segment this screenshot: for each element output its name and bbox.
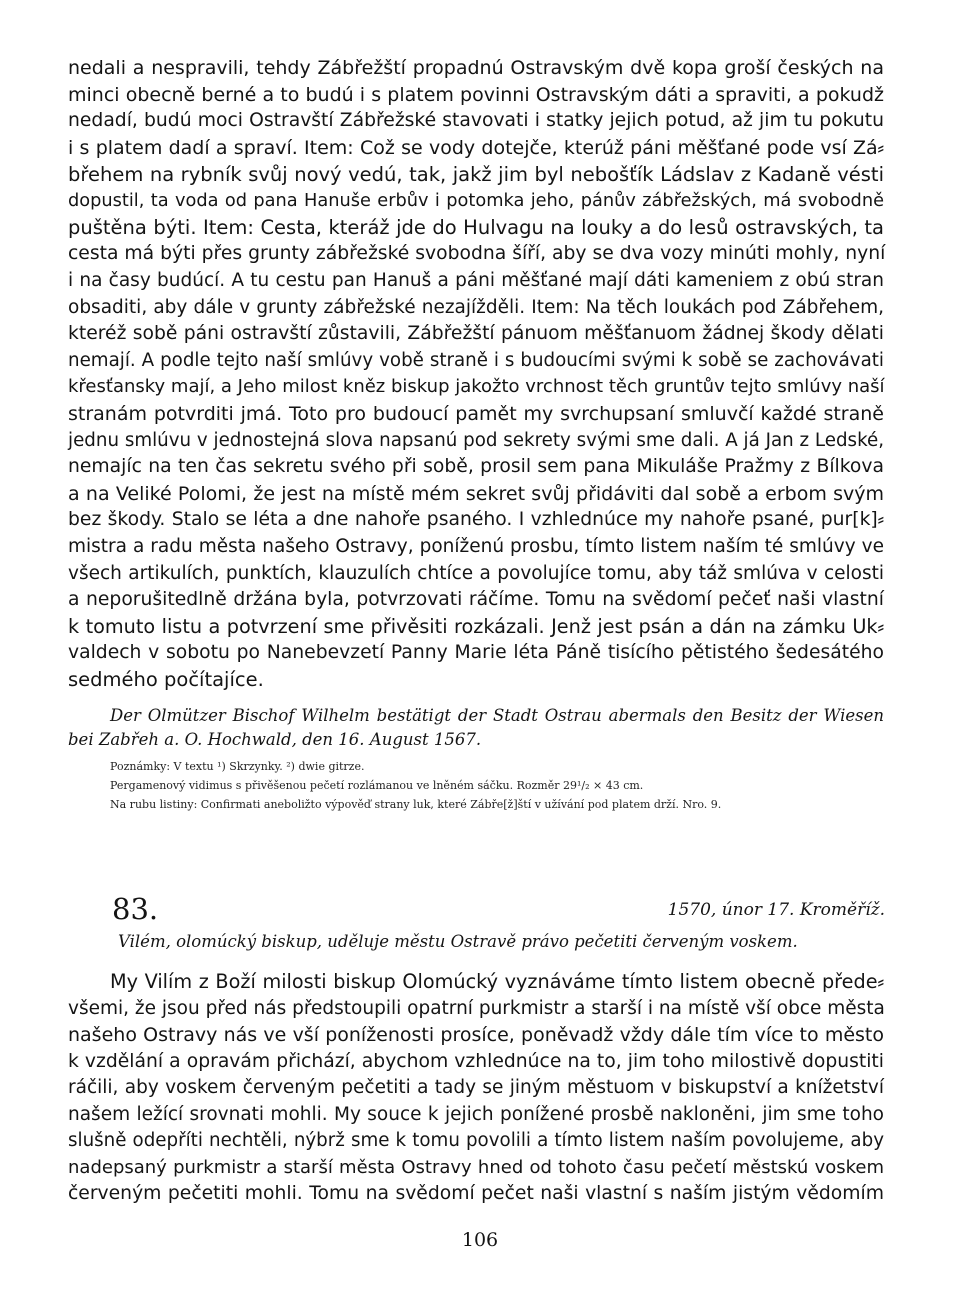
note-line: Pergamenový vidimus s přivěšenou pečetí rozlámanou ve lněném sáčku. Rozměr 29¹/₂ × 43 cm. (110, 779, 644, 792)
page-number: 106 (461, 1229, 499, 1251)
text-line: slušně odepříti nechtěli, nýbrž sme k tomu povolili a tímto listem naším povolujeme, aby (68, 1130, 884, 1151)
text-line: nemají. A podle tejto naší smlúvy vobě straně i s budoucími svými k sobě se zachovávati (68, 350, 884, 371)
summary-line: Der Olmützer Bischof Wilhelm bestätigt der Stadt Ostrau abermals den Besitz der Wiesen (110, 706, 884, 725)
text-line: k vzdělání a opravám přichází, abychom vzhlednúce na to, jim toho milostivě dopustiti (68, 1051, 884, 1072)
text-line: nemajíc na ten čas sekretu svého při sobě, prosil sem pana Mikuláše Pražmy z Bílkova (68, 456, 884, 477)
text-line: křesťansky mají, a Jeho milost kněz biskup jakožto vrchnost těch gruntův tejto smlúvy naší (68, 376, 885, 397)
text-line: všemi, že jsou před nás předstoupili opatrní purkmistr a starší i na místě vší obce města (68, 998, 885, 1019)
text-line: nedadí, budú moci Ostravští Zábřežské stavovati i statky jejich potud, až jim tu pokutu (68, 110, 884, 131)
dateline: 1570, únor 17. Kroměříž. (667, 900, 885, 920)
text-line: nadepsaný purkmistr a starší města Ostravy hned od tohoto času pečetí městskú voskem (68, 1157, 884, 1178)
text-line: k tomuto listu a potvrzení sme přivěsiti rozkázali. Jenž jest psán a dán na zámku Uk⸗ (68, 615, 884, 638)
text-line: bez škody. Stalo se léta a dne nahoře psaného. I vzhlednúce my nahoře psané, pur[k]⸗ (68, 509, 884, 530)
text-line: a neporušitedlně držána byla, potvrzovati ráčíme. Tomu na svědomí pečeť naši vlastní (68, 589, 884, 610)
text-line: stranám potvrditi jmá. Toto pro budoucí pamět my svrchupsaní smluvčí každé straně (68, 403, 884, 425)
text-line: obsaditi, aby dále v grunty zábřežské nezajížděli. Item: Na těch loukách pod Zábřehem, (68, 297, 884, 318)
text-line: jednu smlúvu v jednostejná slova napsanú pod sekrety svými sme dali. A já Jan z Ledské, (68, 430, 885, 451)
text-line: našeho Ostravy nás ve vší poníženosti prosíce, poněvadž vždy dále tím více to město (68, 1024, 884, 1046)
text-line: valdech v sobotu po Nanebevzetí Panny Marie léta Páně tisícího pětistého šedesátého (68, 642, 884, 663)
text-line: a na Veliké Polomi, že jest na místě mém sekret svůj přidáviti dal sobě a erbom svým (68, 483, 884, 505)
text-line: i s platem dadí a spraví. Item: Což se vody dotejče, kterúž páni měšťané pode vsí Zá⸗ (68, 137, 884, 159)
text-line: i na časy budúcí. A tu cestu pan Hanuš a páni měšťané mají dáti kameniem z obú stran (68, 270, 884, 291)
summary-line: bei Zabřeh a. O. Hochwald, den 16. August 1567. (68, 730, 482, 749)
note-line: Poznámky: V textu ¹) Skrzynky. ²) dwie gitrze. (110, 760, 365, 773)
text-line: My Vilím z Boží milosti biskup Olomúcký vyznáváme tímto listem obecně přede⸗ (110, 970, 884, 993)
text-line: cesta má býti přes grunty zábřežské svobodna šíří, aby se dva vozy minúti mohly, nyní (68, 243, 886, 264)
text-line: červeným pečetiti mohli. Tomu na svědomí pečet naši vlastní s naším jistým vědomím (68, 1183, 884, 1204)
document-number: 83. (112, 892, 159, 926)
text-line: mistra a radu města našeho Ostravy, poníženú prosbu, tímto listem naším té smlúvy ve (68, 536, 884, 557)
text-line: nedali a nespravili, tehdy Zábřežští propadnú Ostravským dvě kopa groší českých na (68, 57, 884, 79)
text-line: sedmého počítajíce. (68, 668, 264, 691)
text-line: kteréž sobě páni ostravští zůstavili, Zábřežští pánuom měšťanuom žádnej škody dělati (68, 323, 884, 344)
text-line: ráčili, aby voskem červeným pečetiti a tady se jiným městuom v biskupství a knížetství (68, 1077, 884, 1098)
note-line: Na rubu listiny: Confirmati aneboližto výpověď strany luk, které Zábře[ž]ští v užívání pod platem drží. Nro. 9. (110, 798, 722, 811)
text-line: minci obecně berné a to budú i s platem povinni Ostravským dáti a spraviti, a pokudž (68, 84, 884, 106)
text-line: puštěna býti. Item: Cesta, kteráž jde do Hulvagu na louky a do lesů ostravských, ta (68, 216, 884, 239)
text-line: našem ležící srovnati mohli. My souce k jejich ponížené prosbě nakloněni, jim sme toho (68, 1104, 884, 1125)
text-line: dopustil, ta voda od pana Hanuše erbův i potomka jeho, pánův zábřežských, má svobodně (68, 191, 884, 211)
document-heading: Vilém, olomúcký biskup, uděluje městu Ostravě právo pečetiti červeným voskem. (118, 932, 798, 951)
text-line: všech artikulích, punktích, klauzulích chtíce a povolujíce tomu, aby táž smlúva v celosti (68, 563, 884, 584)
text-line: břehem na rybník svůj nový vedú, tak, jakž jim byl nebošťík Ládslav z Kadaně vésti (68, 163, 884, 186)
